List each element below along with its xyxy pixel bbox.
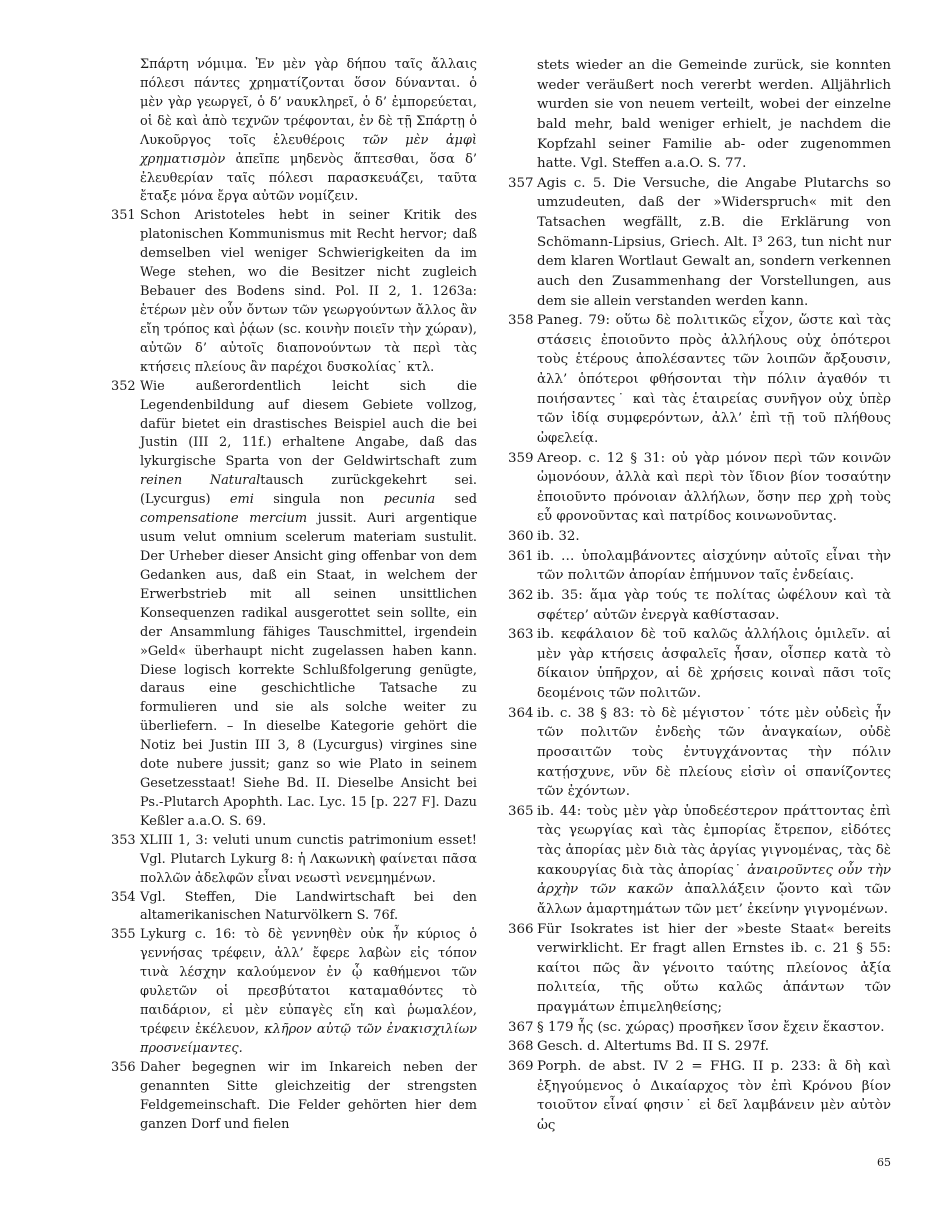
footnote-number: 361: [508, 548, 534, 564]
footnote-352: [111, 378, 477, 832]
text-segment: ib. 32.: [537, 529, 580, 544]
footnote-number: 354: [111, 889, 136, 905]
continued-footnote-text: [111, 56, 477, 207]
footnote-number: 368: [508, 1039, 534, 1055]
italic-segment: ἀναιροῦντες οὖν τὴν ἀρχὴν τῶν κακῶν: [537, 862, 891, 898]
footnote-354: [111, 889, 477, 927]
footnote-364: [508, 704, 891, 802]
footnote-357: [508, 174, 891, 311]
footnote-369: [508, 1057, 891, 1136]
italic-segment: pecunia: [383, 492, 436, 508]
text-segment: Wie außerordentlich leicht sich die Legendenbildung auf diesem Gebiete vollzog, dafür bietet ein drastisches Beispiel auch die bei Justin (III 2, 11f.) erhaltene Angabe, daß das lykurgische Sparta von der Geldwirtschaft zum: [140, 378, 477, 470]
footnote-number: 363: [508, 627, 534, 643]
footnote-361: [508, 547, 891, 586]
footnote-number: 364: [508, 705, 534, 721]
text-segment: tausch zurückgekehrt sei. (Lycurgus): [140, 473, 477, 508]
text-segment: stets wieder an die Gemeinde zurück, sie konnten weder veräußert noch vererbt werden. Alljährlich wurden sie von neuem verteilt, wobei der einzelne bald mehr, bald weniger erhielt, je nachdem die Kopfzahl seiner Familie ab- oder zugenommen hatte. Vgl. Steffen a.a.O. S. 77.: [537, 58, 891, 172]
footnote-number: 352: [111, 378, 136, 394]
italic-segment: τῶν μὲν ἀμφὶ χρηματισμὸν: [140, 132, 477, 167]
footnote-number: 360: [508, 529, 534, 544]
italic-segment: κλῆρον αὐτῷ τῶν ἐνακισχιλίων προσνείμαντες.: [140, 1022, 477, 1056]
footnote-366: [508, 920, 891, 1018]
text-segment: Σπάρτη νόμιμα. Ἐν μὲν γὰρ δήπου ταῖς ἄλλαις πόλεσι πάντες χρηματίζονται ὅσον δύνανται. ὁ μὲν γὰρ γεωργεῖ, ὁ δ’ ναυκληρεῖ, ὁ δ’ ἐμπορεύεται, οἱ δὲ καὶ ἀπὸ τεχνῶν τρέφονται, ἐν δὲ τῇ Σπάρτῃ ὁ Λυκοῦργος τοῖς ἐλευθέροις: [140, 57, 477, 148]
text-segment: Lykurg c. 16: τὸ δὲ γεννηθὲν οὐκ ἦν κύριος ὁ γεννήσας τρέφειν, ἀλλ’ ἔφερε λαβὼν εἰς τόπον τινὰ λέσχην καλούμενον ἐν ᾧ καθήμενοι τῶν φυλετῶν οἱ πρεσβύτατοι καταμαθόντες τὸ παιδάριον, εἰ μὲν εὐπαγὲς εἴη καὶ ῥωμαλέον, τρέφειν ἐκέλευον,: [140, 927, 477, 1038]
footnote-number: 358: [508, 313, 534, 329]
text-segment: Porph. de abst. IV 2 = FHG. II p. 233: ἃ δὴ καὶ ἐξηγούμενος ὁ Δικαίαρχος τὸν ἐπὶ Κρόνου βίον τοιοῦτον εἶναί φησιν˙ εἰ δεῖ λαμβάνειν μὲν αὐτὸν ὡς: [537, 1058, 891, 1133]
footnote-360: [508, 527, 891, 547]
italic-segment: reinen Natural: [140, 473, 261, 489]
text-segment: Areop. c. 12 § 31: οὐ γὰρ μόνον περὶ τῶν κοινῶν ὡμονόουν, ἀλλὰ καὶ περὶ τὸν ἴδιον βίον τοσαύτην ἐποιοῦντο πρόνοιαν ἀλλήλων, ὅσην περ χρὴ τοὺς εὖ φρονοῦντας καὶ πατρίδος κοινωνοῦντας.: [537, 450, 891, 525]
footnote-number: 357: [508, 175, 534, 191]
text-segment: Schon Aristoteles hebt in seiner Kritik des platonischen Kommunismus mit Recht hervor; daß demselben viel weniger Schwierigkeiten da im Wege stehen, wo die Besitzer nicht zugleich Bebauer des Bodens sind. Pol. II 2, 1. 1263a: ἑτέρων μὲν οὖν ὄντων τῶν γεωργούντων ἄλλος ἂν εἴη τρόπος καὶ ῥᾴων (sc. κοινὴν ποιεῖν τὴν χώραν), αὐτῶν δ’ αὐτοῖς διαπονούντων τὰ περὶ τὰς κτήσεις πλείους ἂν παρέχοι δυσκολίας˙ κτλ.: [140, 208, 477, 375]
right-column: [508, 56, 891, 1135]
footnote-number: 366: [508, 921, 534, 937]
footnote-number: 367: [508, 1019, 534, 1035]
italic-segment: emi: [229, 492, 254, 508]
footnote-number: 356: [111, 1059, 136, 1075]
footnote-351: [111, 207, 477, 377]
left-column: [111, 56, 477, 1135]
footnote-362: [508, 586, 891, 625]
text-segment: sed: [435, 492, 478, 508]
continued-footnote-text: [508, 56, 891, 174]
page-number: 65: [877, 1156, 891, 1169]
text-segment: ib. 35: ἅμα γὰρ τούς τε πολίτας ὠφέλουν καὶ τὰ σφέτερ’ αὐτῶν ἐνεργὰ καθίστασαν.: [537, 587, 891, 623]
footnote-number: 355: [111, 927, 136, 943]
footnote-number: 365: [508, 803, 534, 819]
text-segment: Vgl. Steffen, Die Landwirtschaft bei den altamerikanischen Naturvölkern S. 76f.: [140, 889, 477, 924]
text-segment: ἀπαλλάξειν ᾤοντο καὶ τῶν ἄλλων ἁμαρτημάτων τῶν μετ’ ἐκείνην γιγνομένων.: [537, 882, 891, 917]
text-segment: jussit. Auri argentique usum velut omnium scelerum materiam sustulit. Der Urheber dieser Ansicht ging offenbar von dem Gedanken aus, daß ein Staat, in welchem der Erwerbstrieb mit all seinen unsittlichen Konsequenzen radikal ausgerottet sein sollte, ein der Ansammlung fähiges Tauschmittel, irgendein »Geld« überhaupt nicht zugelassen haben kann. Diese logisch korrekte Schlußfolgerung genügte, daraus eine geschichtliche Tatsache zu formulieren und sie als solche weiter zu überliefern. – In dieselbe Kategorie gehört die Notiz bei Justin III 3, 8 (Lycurgus) virgines sine dote nubere jussit; ganz so wie Plato in seinem Gesetzesstaat! Siehe Bd. II. Dieselbe Ansicht bei Ps.-Plutarch Apophth. Lac. Lyc. 15 [p. 227 F]. Dazu Keßler a.a.O. S. 69.: [140, 511, 477, 829]
text-segment: Für Isokrates ist hier der »beste Staat« bereits verwirklicht. Er fragt allen Ernstes ib. c. 21 § 55: καίτοι πῶς ἂν γένοιτο ταύτης πλείονος ἀξία πολιτεία, τῆς οὕτω καλῶς ἁπάντων τῶν πραγμάτων ἐπιμεληθείσης;: [537, 921, 891, 1015]
footnote-358: [508, 311, 891, 448]
footnote-number: 351: [111, 208, 136, 224]
text-segment: Agis c. 5. Die Versuche, die Angabe Plutarchs so umzudeuten, daß der »Widerspruch« mit den Tatsachen wegfällt, z.B. die Erklärung von Schömann-Lipsius, Griech. Alt. I³ 263, tun nicht nur dem klaren Wortlaut Gewalt an, sondern verkennen auch den Zusammenhang der Vorstellungen, aus dem sie allein verstanden werden kann.: [537, 175, 891, 309]
text-segment: Paneg. 79: οὕτω δὲ πολιτικῶς εἶχον, ὥστε καὶ τὰς στάσεις ἐποιοῦντο πρὸς ἀλλήλους οὐχ ὁπότεροι τοὺς ἑτέρους ἀπολέσαντες τῶν λοιπῶν ἄρξουσιν, ἀλλ’ ὁπότεροι φθήσονται τὴν πόλιν ἀγαθόν τι ποιήσαντες˙ καὶ τὰς ἑταιρείας συνῆγον οὐχ ὑπὲρ τῶν ἰδίᾳ συμφερόντων, ἀλλ’ ἐπὶ τῇ τοῦ πλήθους ὠφελείᾳ.: [537, 313, 891, 446]
footnote-368: [508, 1037, 891, 1057]
footnote-365: [508, 802, 891, 920]
footnote-number: 353: [111, 832, 136, 848]
text-segment: § 179 ἧς (sc. χώρας) προσῆκεν ἴσον ἔχειν ἕκαστον.: [537, 1019, 885, 1035]
footnote-353: [111, 832, 477, 889]
footnote-355: [111, 926, 477, 1058]
text-segment: ἀπεῖπε μηδενὸς ἅπτεσθαι, ὅσα δ’ ἐλευθερίαν ταῖς πόλεσι παρασκευάζει, ταῦτα ἔταξε μόνα ἔργα αὐτῶν νομίζειν.: [140, 151, 477, 205]
text-segment: Gesch. d. Altertums Bd. II S. 297f.: [537, 1039, 769, 1055]
footnote-367: [508, 1018, 891, 1038]
text-segment: ib. c. 38 § 83: τὸ δὲ μέγιστον˙ τότε μὲν οὐδεὶς ἦν τῶν πολιτῶν ἐνδεὴς τῶν ἀναγκαίων, οὐδὲ προσαιτῶν τοὺς ἐντυγχάνοντας τὴν πόλιν κατῄσχυνε, νῦν δὲ πλείους εἰσὶν οἱ σπανίζοντες τῶν ἐχόντων.: [537, 705, 891, 800]
footnote-363: [508, 625, 891, 704]
text-segment: ib. κεφάλαιον δὲ τοῦ καλῶς ἀλλήλοις ὁμιλεῖν. αἱ μὲν γὰρ κτήσεις ἀσφαλεῖς ἦσαν, οἷσπερ κατὰ τὸ δίκαιον ὑπῆρχον, αἱ δὲ χρήσεις κοιναὶ πᾶσι τοῖς δεομένοις τῶν πολιτῶν.: [537, 627, 891, 701]
text-segment: Daher begegnen wir im Inkareich neben der genannten Sitte gleichzeitig der strengsten Feldgemeinschaft. Die Felder gehörten hier dem ganzen Dorf und fielen: [140, 1059, 477, 1132]
text-segment: singula non: [253, 492, 384, 508]
footnote-356: [111, 1059, 477, 1135]
footnote-number: 369: [508, 1058, 534, 1074]
text-segment: ib. … ὑπολαμβάνοντες αἰσχύνην αὑτοῖς εἶναι τὴν τῶν πολιτῶν ἀπορίαν ἐπήμυνον ταῖς ἐνδείαις.: [537, 548, 891, 584]
footnote-359: [508, 449, 891, 528]
text-segment: XLIII 1, 3: veluti unum cunctis patrimonium esset! Vgl. Plutarch Lykurg 8: ἡ Λακωνικὴ φαίνεται πᾶσα πολλῶν ἀδελφῶν εἶναι νεωστὶ νενεμημένων.: [140, 832, 477, 886]
footnote-number: 362: [508, 587, 534, 603]
text-segment: ib. 44: τοὺς μὲν γὰρ ὑποδεέστερον πράττοντας ἐπὶ τὰς γεωργίας καὶ τὰς ἐμπορίας ἔτρεπον, εἰδότες τὰς ἀπορίας μὲν διὰ τὰς ἀργίας γιγνομένας, τὰς δὲ κακουργίας διὰ τὰς ἀπορίας˙: [537, 803, 891, 878]
italic-segment: compensatione mercium: [140, 511, 308, 527]
footnote-number: 359: [508, 450, 534, 466]
